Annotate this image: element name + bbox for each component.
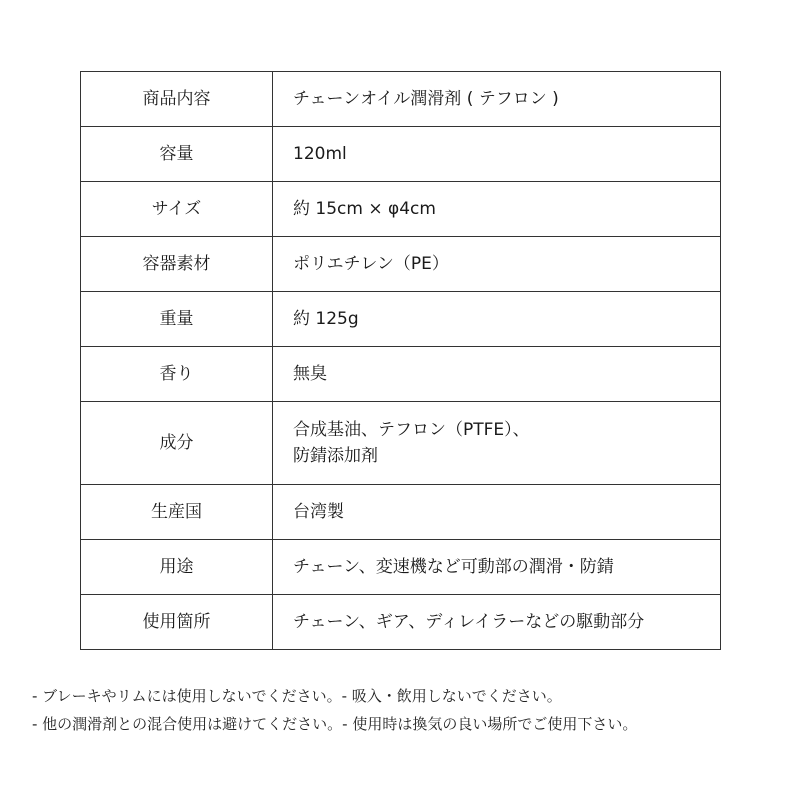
spec-value-line: 無臭: [293, 364, 327, 384]
spec-value-line: 120ml: [293, 144, 347, 164]
spec-value-line: チェーンオイル潤滑剤 ( テフロン ): [293, 89, 559, 109]
spec-label: 容器素材: [81, 237, 273, 292]
spec-value: [273, 347, 721, 402]
spec-row-contents: [81, 72, 721, 127]
spec-label: 香り: [81, 347, 273, 402]
spec-row-size: [81, 182, 721, 237]
spec-value: [273, 595, 721, 650]
spec-value: [273, 540, 721, 595]
spec-value-line: チェーン、ギア、ディレイラーなどの駆動部分: [293, 612, 645, 632]
spec-row-container-material: [81, 237, 721, 292]
spec-value: [273, 402, 721, 485]
spec-label: 用途: [81, 540, 273, 595]
spec-value-line: チェーン、変速機など可動部の潤滑・防錆: [293, 557, 614, 577]
product-spec-table: [80, 71, 721, 650]
spec-value: [273, 127, 721, 182]
spec-value: [273, 292, 721, 347]
spec-row-country: [81, 485, 721, 540]
spec-row-ingredients: [81, 402, 721, 485]
caution-note: - ブレーキやリムには使用しないでください。- 吸入・飲用しないでください。: [32, 687, 562, 705]
spec-row-weight: [81, 292, 721, 347]
spec-value: [273, 485, 721, 540]
spec-row-scent: [81, 347, 721, 402]
spec-value: [273, 182, 721, 237]
caution-note: - 他の潤滑剤との混合使用は避けてください。- 使用時は換気の良い場所でご使用下さい。: [32, 715, 638, 733]
spec-row-capacity: [81, 127, 721, 182]
spec-value-line: 合成基油、テフロン（PTFE）、: [293, 420, 530, 440]
spec-label: サイズ: [81, 182, 273, 237]
spec-value-line: 約 125g: [293, 309, 359, 329]
spec-value: [273, 72, 721, 127]
spec-value-line: 防錆添加剤: [293, 446, 378, 466]
spec-label: 使用箇所: [81, 595, 273, 650]
spec-label: 成分: [81, 402, 273, 485]
spec-label: 商品内容: [81, 72, 273, 127]
caution-notes: [32, 682, 782, 738]
spec-label: 容量: [81, 127, 273, 182]
spec-value: [273, 237, 721, 292]
spec-row-usage: [81, 540, 721, 595]
spec-label: 重量: [81, 292, 273, 347]
spec-row-application-area: [81, 595, 721, 650]
spec-value-line: 約 15cm × φ4cm: [293, 199, 436, 219]
spec-label: 生産国: [81, 485, 273, 540]
spec-value-line: ポリエチレン（PE）: [293, 254, 449, 274]
spec-value-line: 台湾製: [293, 502, 344, 522]
